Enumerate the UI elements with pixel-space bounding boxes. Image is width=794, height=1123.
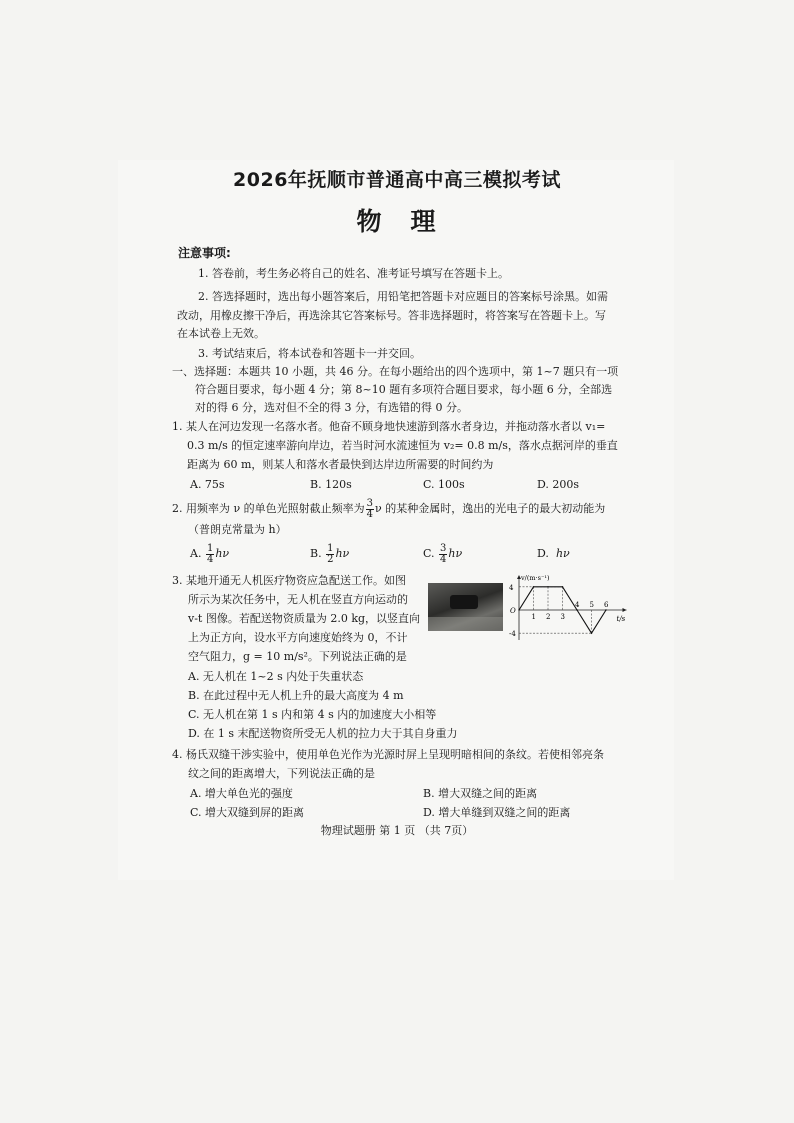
x-tick-label: 4 [575,601,580,609]
section-1-line-1: 一、选择题：本题共 10 小题，共 46 分。在每小题给出的四个选项中，第 1~7 题只有一项 [172,365,619,378]
vt-data-point [591,633,592,634]
q1-option-a: A. 75s [190,478,225,491]
vt-data-point [605,609,606,610]
q1-option-b: B. 120s [310,478,352,491]
section-1-line-3: 对的得 6 分，选对但不全的得 3 分，有选错的得 0 分。 [195,401,468,414]
q3-option-c: C. 无人机在第 1 s 内和第 4 s 内的加速度大小相等 [188,708,437,721]
q2-stem [172,497,605,521]
notice-item-1: 1. 答卷前，考生务必将自己的姓名、准考证号填写在答题卡上。 [198,267,509,280]
q1-line-2: 0.3 m/s 的恒定速率游向岸边，若当时河水流速恒为 v₂= 0.8 m/s，落水点据河岸的垂直 [187,439,618,452]
q2-cutoff-fraction: $\frac{3}{4}$ [366,497,374,520]
notice-item-3: 3. 考试结束后，将本试卷和答题卡一并交回。 [198,347,421,360]
notice-item-2-line-3: 在本试卷上无效。 [177,327,265,340]
y-tick-label: 4 [509,583,514,592]
notice-item-2-line-1: 2. 答选择题时，选出每小题答案后，用铅笔把答题卡对应题目的答案标号涂黑。如需 [198,290,608,303]
vt-data-point [533,586,534,587]
x-tick-label: 5 [589,601,594,609]
notice-heading: 注意事项: [178,246,231,260]
q4-option-d: D. 增大单缝到双缝之间的距离 [423,806,571,819]
page-footer: 物理试题册 第 1 页 （共 7页） [320,824,474,837]
vt-data-point [562,586,563,587]
origin-label: O [510,607,516,615]
x-tick-label: 2 [546,613,551,621]
q2-option-a: A. $\frac{1}{4}$ hν [190,542,230,565]
q1-option-d: D. 200s [537,478,580,491]
q1-line-3: 距离为 60 m，则某人和落水者最快到达岸边所需要的时间约为 [187,458,494,471]
vt-data-point [576,609,577,610]
notice-item-2-line-2: 改动，用橡皮擦干净后，再选涂其它答案标号。答非选择题时，将答案写在答题卡上。写 [177,309,606,322]
q4-line-1: 4. 杨氏双缝干涉实验中，使用单色光作为光源时屏上呈现明暗相间的条纹。若使相邻亮条 [172,748,604,761]
section-1-line-2: 符合题目要求，每小题 4 分；第 8~10 题有多项符合题目要求，每小题 6 分，全部选 [195,383,613,396]
q2-option-d: D. hν [537,547,570,560]
q4-option-b: B. 增大双缝之间的距离 [423,787,538,800]
drone-silhouette [450,595,478,609]
q1-option-c: C. 100s [423,478,465,491]
q1-line-1: 1. 某人在河边发现一名落水者。他奋不顾身地快速游到落水者身边，并拖动落水者以 v₁= [172,420,606,433]
q3-line-4: 上为正方向，设水平方向速度始终为 0，不计 [188,631,408,644]
drone-photo [428,583,503,631]
y-axis-label: v/(m·s⁻¹) [521,574,550,582]
q2-option-b: B. $\frac{1}{2}$ hν [310,542,350,565]
q2-line-2: （普朗克常量为 h） [188,523,287,536]
vt-data-point [518,609,519,610]
vt-chart [505,570,630,645]
x-tick-label: 6 [604,601,609,609]
photo-ground [428,617,503,631]
q3-option-b: B. 在此过程中无人机上升的最大高度为 4 m [188,689,404,702]
q4-line-2: 纹之间的距离增大，下列说法正确的是 [188,767,375,780]
q2-stem-a: 2. 用频率为 ν 的单色光照射截止频率为 [172,502,365,515]
q2-stem-b: ν 的某种金属时，逸出的光电子的最大初动能为 [375,502,606,515]
q3-line-5: 空气阻力，g = 10 m/s²。下列说法正确的是 [188,650,407,663]
y-tick-label: -4 [509,630,516,639]
q3-line-2: 所示为某次任务中，无人机在竖直方向运动的 [188,593,408,606]
x-tick-label: 3 [560,613,565,621]
exam-title: 2026年抚顺市普通高中高三模拟考试 [233,169,561,191]
x-axis-arrow [623,608,627,612]
subject-title: 物 理 [356,207,438,236]
vt-data-point [547,586,548,587]
q4-option-c: C. 增大双缝到屏的距离 [190,806,305,819]
q4-option-a: A. 增大单色光的强度 [190,787,293,800]
q3-line-3: v-t 图像。若配送物资质量为 2.0 kg，以竖直向 [188,612,421,625]
q3-option-a: A. 无人机在 1~2 s 内处于失重状态 [188,670,364,683]
q2-option-c: C. $\frac{3}{4}$ hν [423,542,463,565]
q3-line-1: 3. 某地开通无人机医疗物资应急配送工作。如图 [172,574,406,587]
x-tick-label: 1 [531,613,536,621]
x-axis-label: t/s [616,615,626,623]
q3-option-d: D. 在 1 s 末配送物资所受无人机的拉力大于其自身重力 [188,727,458,740]
